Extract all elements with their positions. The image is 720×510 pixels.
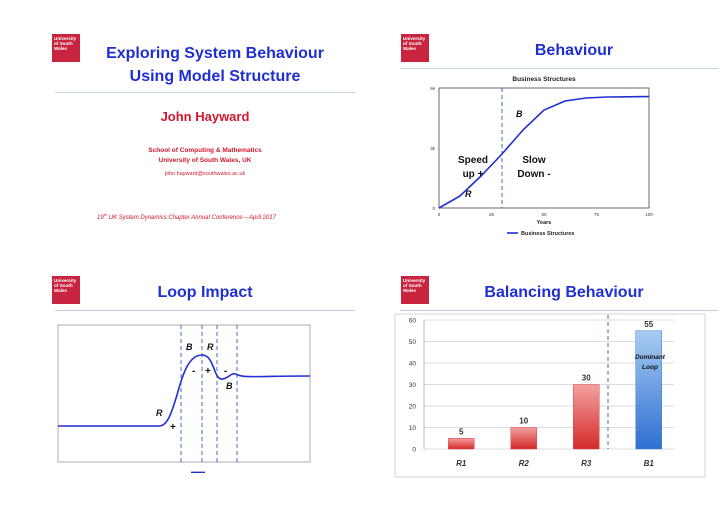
legend-label: Business Structures	[521, 231, 575, 237]
slide-loop-impact	[45, 270, 385, 510]
slide-balancing-behaviour	[394, 270, 720, 510]
label-plus-1: +	[205, 366, 211, 377]
slide-title	[45, 28, 385, 268]
behaviour-chart	[394, 73, 720, 268]
loop-impact-diagram	[45, 315, 385, 510]
slide-balancing-heading: Balancing Behaviour	[484, 284, 644, 301]
bar-R3	[573, 385, 599, 450]
slide-behaviour-heading: Behaviour	[534, 42, 614, 59]
label-minus-2: -	[224, 366, 228, 377]
x-tick-label-R1: R1	[456, 459, 467, 468]
label-plus-2: +	[170, 422, 176, 433]
dominant-label: Dominant	[635, 354, 665, 361]
balancing-bar-chart	[394, 313, 720, 510]
chart-title: Business Structures	[512, 76, 576, 83]
divider	[55, 92, 355, 93]
author-name: John Hayward	[160, 109, 250, 124]
annotation-B: B	[516, 109, 523, 119]
x-tick-label-B1: B1	[643, 459, 654, 468]
y-tick-label: 3k	[430, 146, 435, 151]
school-name: School of Computing & Mathematics	[148, 147, 262, 154]
slide-title-heading	[85, 42, 345, 88]
y-tick-label: 10	[408, 425, 416, 432]
data-label-R3: 30	[581, 373, 591, 383]
bar-R1	[448, 438, 474, 449]
conference-line: 19th UK System Dynamics Chapter Annual Conference – April 2017	[97, 212, 277, 221]
university-logo: University of South Wales	[401, 276, 429, 304]
y-tick-label: 40	[408, 360, 416, 368]
annotation-R: R	[465, 189, 472, 199]
bar-R2	[511, 428, 537, 450]
divider	[400, 68, 718, 69]
loop-label: Loop	[642, 364, 658, 371]
label-B-top: B	[186, 342, 193, 352]
y-tick-label: 60	[408, 317, 416, 325]
y-tick-label: 50	[408, 339, 416, 346]
y-tick-label: 6k	[430, 86, 435, 91]
data-label-R1: 5	[459, 427, 464, 437]
x-tick-label-R3: R3	[581, 459, 592, 468]
x-axis-label: Years	[536, 220, 552, 226]
y-tick-label: 0	[412, 446, 416, 454]
footer-mark: —	[191, 463, 205, 479]
y-tick-label: 30	[408, 382, 416, 389]
annotation-up: up +	[462, 169, 484, 180]
label-minus-1: -	[192, 366, 196, 377]
x-tick-label: 100	[645, 212, 653, 217]
title-line-2: Using Model Structure	[129, 68, 301, 85]
university-logo: University of South Wales	[401, 34, 429, 62]
slide-loop-impact-heading: Loop Impact	[157, 284, 253, 301]
x-tick-label-R2: R2	[518, 459, 529, 468]
y-tick-label: 0	[432, 206, 435, 211]
university-logo: University of South Wales	[52, 276, 80, 304]
y-tick-label: 20	[408, 403, 416, 411]
university-logo: University of South Wales	[52, 34, 80, 62]
label-R-left: R	[156, 408, 163, 418]
x-tick-label: 75	[593, 212, 600, 217]
x-tick-label: 50	[541, 212, 547, 217]
divider	[400, 310, 718, 311]
email-address[interactable]: john.hayward@southwales.ac.uk	[164, 171, 246, 177]
annotation-slow: Slow	[522, 155, 546, 166]
x-tick-label: 0	[437, 212, 441, 217]
title-line-1: Exploring System Behaviour	[106, 45, 324, 62]
data-label-R2: 10	[519, 416, 529, 426]
data-label-B1: 55	[644, 319, 654, 329]
x-tick-label: 25	[488, 212, 495, 217]
label-B-mid: B	[226, 381, 233, 391]
university-name: University of South Wales, UK	[158, 157, 252, 164]
diagram-frame	[58, 325, 310, 462]
annotation-speed: Speed	[457, 155, 489, 166]
slide-behaviour	[394, 28, 720, 268]
bar-B1	[636, 331, 662, 449]
annotation-down: Down -	[517, 169, 551, 180]
divider	[55, 310, 355, 311]
label-R-top: R	[207, 342, 214, 352]
